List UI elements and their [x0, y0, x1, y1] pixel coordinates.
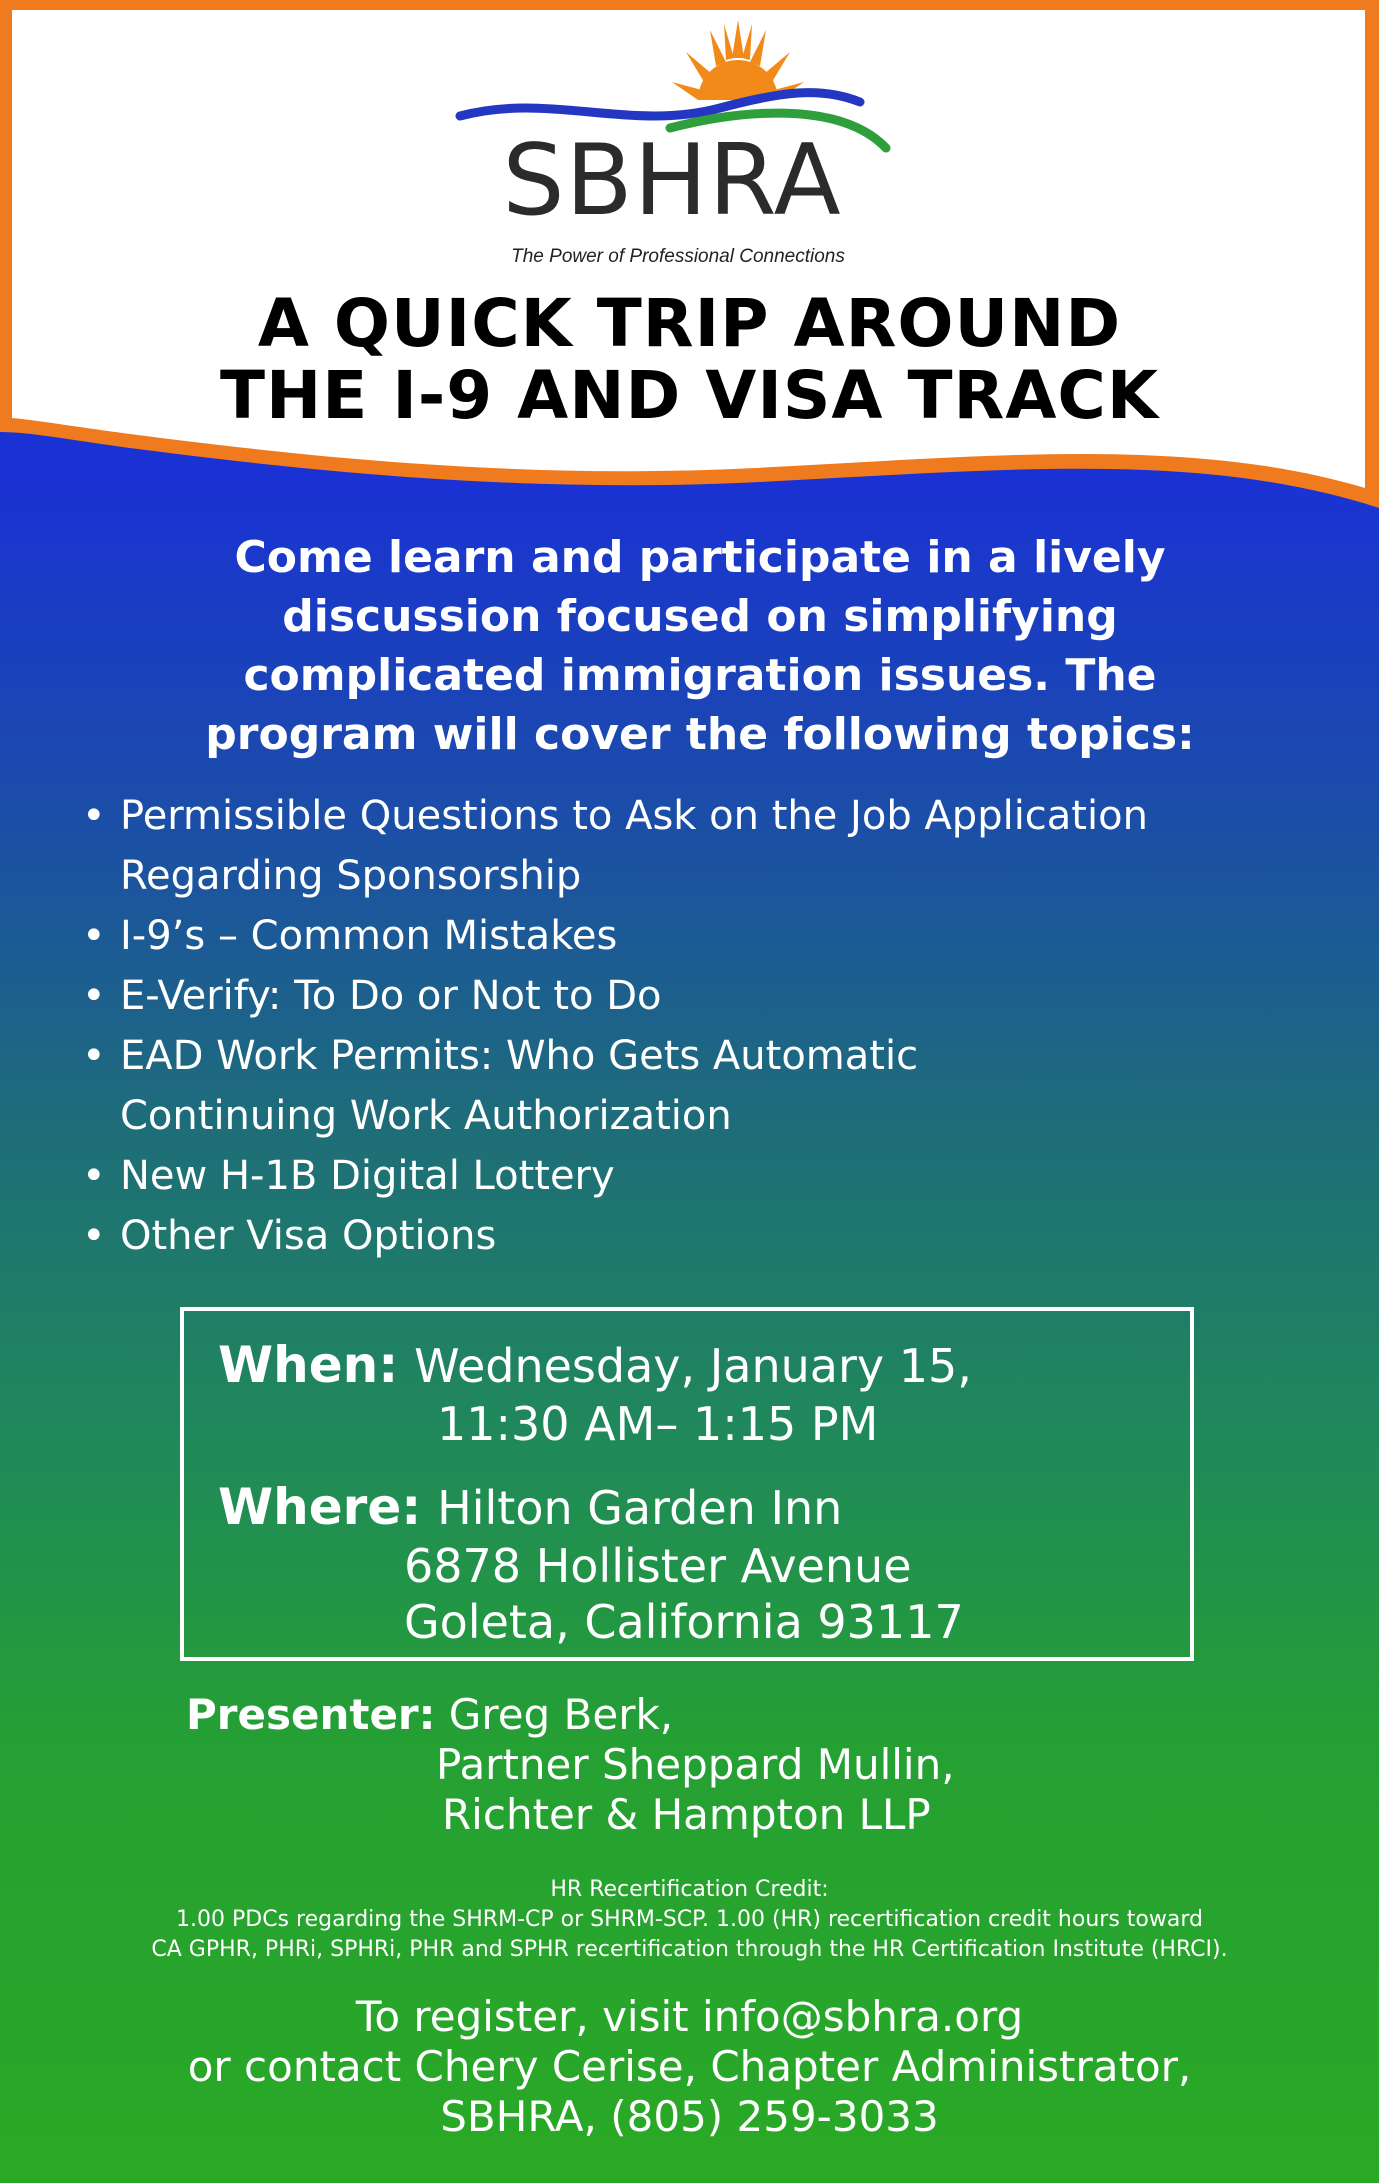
registration-info — [0, 1992, 1379, 2142]
intro-paragraph — [120, 528, 1280, 764]
topic-item: • New H-1B Digital Lottery — [82, 1146, 1322, 1206]
bullet-icon: • — [82, 973, 106, 1019]
logo-wordmark: SBHRA — [502, 124, 842, 238]
credit-line: 1.00 PDCs regarding the SHRM-CP or SHRM-SCP. 1.00 (HR) recertification credit hours toward — [176, 1907, 1203, 1932]
bullet-icon: • — [82, 1213, 106, 1259]
topic-item: • Permissible Questions to Ask on the Job Application Regarding Sponsorship — [82, 786, 1322, 906]
topic-item: • E-Verify: To Do or Not to Do — [82, 966, 1322, 1026]
logo-tagline: The Power of Professional Connections — [511, 246, 845, 267]
bullet-icon: • — [82, 1153, 106, 1199]
credit-line: CA GPHR, PHRi, SPHRi, PHR and SPHR recertification through the HR Certification Institute (HRCI). — [151, 1937, 1228, 1962]
when-date: Wednesday, January 15, — [414, 1339, 972, 1393]
bullet-icon: • — [82, 913, 106, 959]
bullet-icon: • — [82, 793, 106, 839]
event-details-box — [180, 1307, 1194, 1661]
topic-item: • I-9’s – Common Mistakes — [82, 906, 1322, 966]
page-title — [0, 285, 1379, 434]
recertification-credit — [0, 1875, 1379, 1965]
topics-list — [82, 786, 1322, 1266]
where-row — [218, 1479, 842, 1536]
intro-line: Come learn and participate in a lively — [234, 532, 1166, 583]
presenter-firm-line-1: Partner Sheppard Mullin, — [436, 1740, 955, 1789]
presenter-label: Presenter: — [186, 1690, 436, 1739]
presenter-name: Greg Berk, — [448, 1690, 674, 1739]
intro-line: program will cover the following topics: — [205, 709, 1195, 760]
topic-item: • EAD Work Permits: Who Gets Automatic Continuing Work Authorization — [82, 1026, 1322, 1146]
sbhra-logo — [440, 20, 920, 280]
where-city: Goleta, California 93117 — [404, 1595, 964, 1649]
where-label: Where: — [218, 1478, 422, 1536]
title-line-1: A QUICK TRIP AROUND — [257, 285, 1122, 362]
when-row — [218, 1337, 972, 1394]
bullet-icon: • — [82, 1033, 106, 1079]
register-line: or contact Chery Cerise, Chapter Administrator, — [187, 2042, 1192, 2091]
where-venue: Hilton Garden Inn — [437, 1481, 843, 1535]
when-label: When: — [218, 1336, 399, 1394]
intro-line: discussion focused on simplifying — [282, 591, 1118, 642]
title-line-2: THE I-9 AND VISA TRACK — [220, 357, 1159, 434]
presenter-row — [186, 1690, 673, 1740]
register-line: SBHRA, (805) 259-3033 — [440, 2092, 939, 2141]
when-time: 11:30 AM– 1:15 PM — [437, 1397, 879, 1451]
intro-line: complicated immigration issues. The — [243, 650, 1157, 701]
register-line: To register, visit info@sbhra.org — [355, 1992, 1024, 2041]
credit-heading: HR Recertification Credit: — [550, 1877, 829, 1902]
topic-item: • Other Visa Options — [82, 1206, 1322, 1266]
where-street: 6878 Hollister Avenue — [404, 1539, 912, 1593]
presenter-firm-line-2: Richter & Hampton LLP — [442, 1790, 931, 1839]
